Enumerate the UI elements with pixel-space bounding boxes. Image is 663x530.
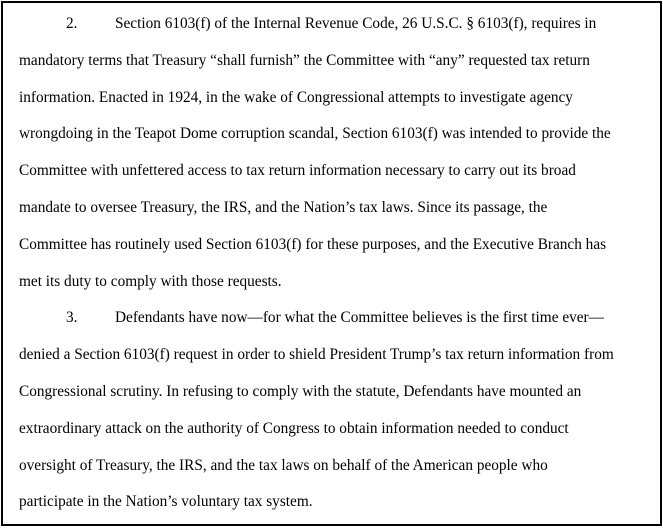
paragraph-2 [19,6,649,300]
paragraph-line: mandatory terms that Treasury “shall furnish” the Committee with “any” requested tax return [19,51,590,69]
paragraph-line: mandate to oversee Treasury, the IRS, and the Nation’s tax laws. Since its passage, the [19,198,548,216]
paragraph-line: participate in the Nation’s voluntary tax system. [19,493,313,511]
paragraph-line: information. Enacted in 1924, in the wake of Congressional attempts to investigate agency [19,88,573,106]
document-body [19,6,649,521]
paragraph-line: Congressional scrutiny. In refusing to comply with the statute, Defendants have mounted an [19,382,582,400]
paragraph-number: 2. [66,15,78,32]
paragraph-line: met its duty to comply with those requests. [19,272,282,290]
paragraph-line: Defendants have now—for what the Committee believes is the first time ever— [115,309,604,327]
paragraph-first-line [19,6,649,43]
paragraph-line: Committee has routinely used Section 6103(f) for these purposes, and the Executive Branch has [19,235,607,253]
paragraph-line: denied a Section 6103(f) request in order to shield President Trump’s tax return information from [19,346,614,364]
paragraph-line: oversight of Treasury, the IRS, and the tax laws on behalf of the American people who [19,456,548,474]
paragraph-number: 3. [66,309,78,327]
paragraph-line: Committee with unfettered access to tax return information necessary to carry out its broad [19,162,576,180]
paragraph-line: extraordinary attack on the authority of Congress to obtain information needed to conduct [19,419,569,437]
paragraph-first-line [19,300,649,337]
paragraph-line: Section 6103(f) of the Internal Revenue Code, 26 U.S.C. § 6103(f), requires in [115,15,597,32]
paragraph-line: wrongdoing in the Teapot Dome corruption scandal, Section 6103(f) was intended to provide the [19,125,611,143]
paragraph-3 [19,300,649,521]
